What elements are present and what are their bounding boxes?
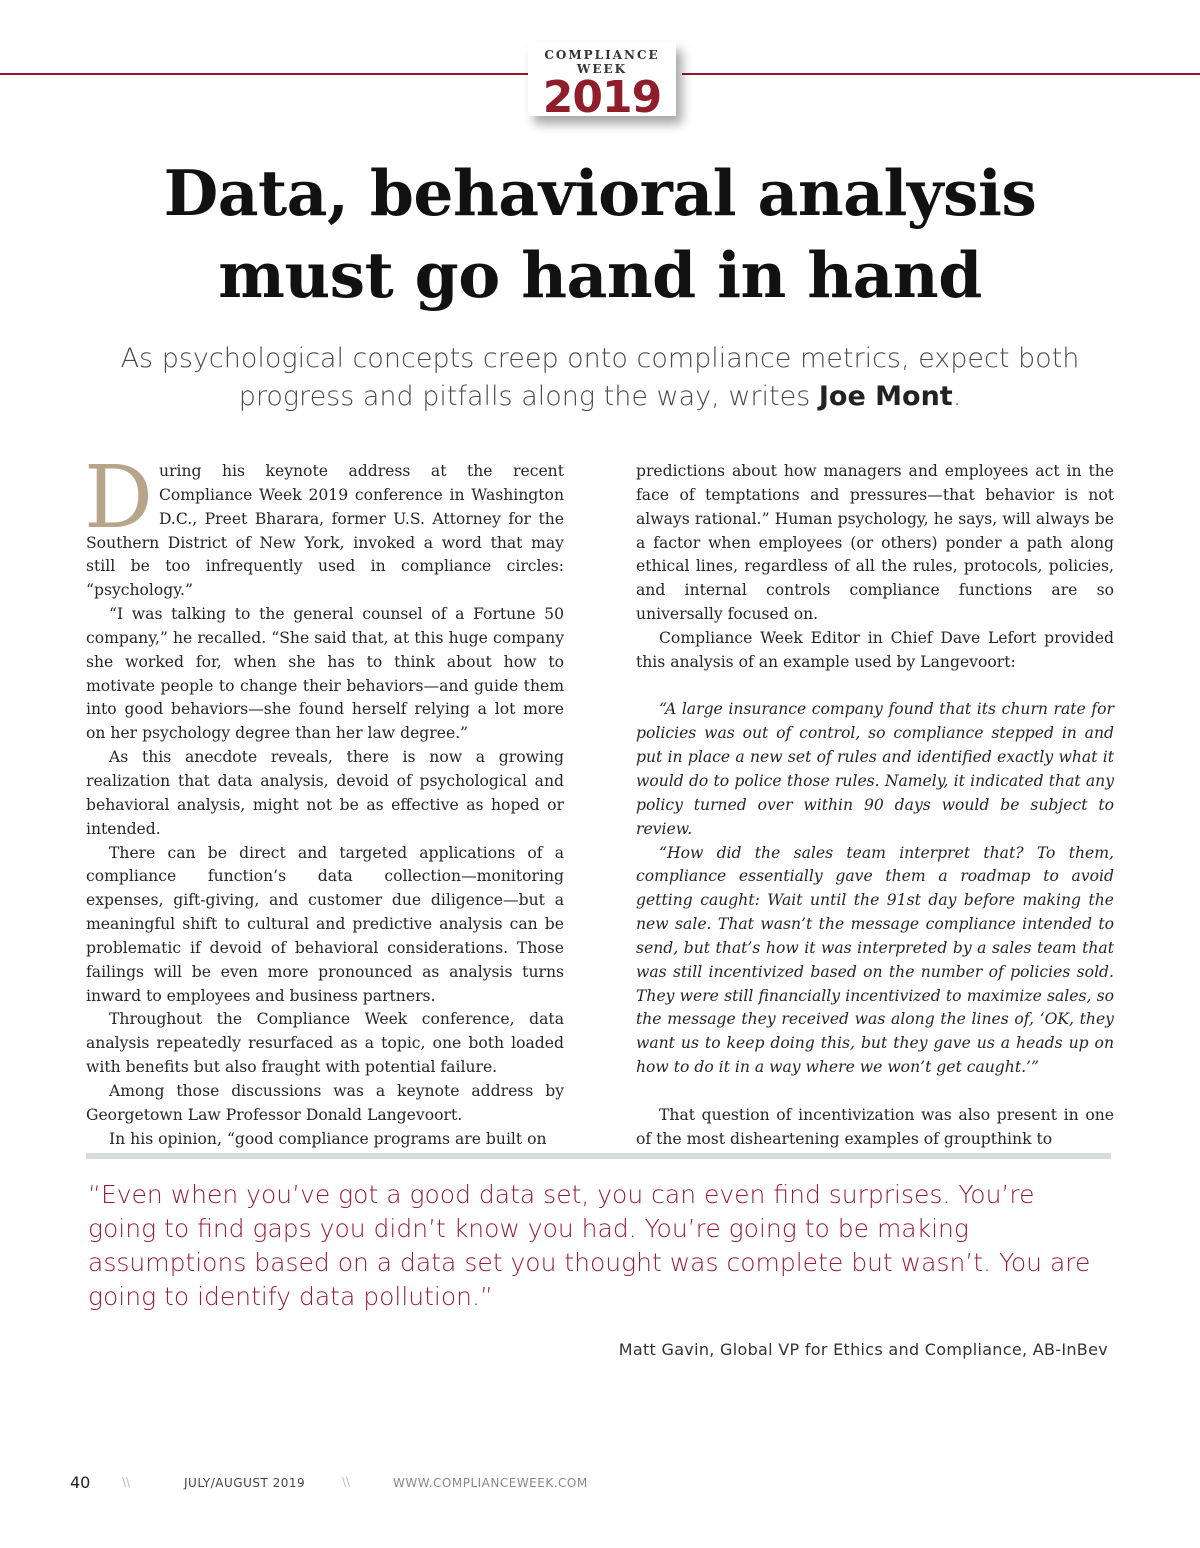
paragraph: Throughout the Compliance Week conference, data analysis repeatedly resurfaced as a topic, one both loaded with benefits but also fraught with potential failure. (86, 1010, 564, 1077)
paragraph-text: uring his keynote address at the recent Compliance Week 2019 conference in Washington D.C., Preet Bharara, former U.S. Attorney for the Southern District of New York, invoked a word that may still be too infrequently used in compliance circles: “psychology.” (86, 462, 564, 600)
drop-cap: D (84, 448, 153, 548)
issue-date: JULY/AUGUST 2019 (184, 1476, 306, 1490)
author-name: Joe Mont (818, 381, 953, 412)
pull-quote-attribution: Matt Gavin, Global VP for Ethics and Compliance, AB-InBev (618, 1340, 1108, 1359)
paragraph: “I was talking to the general counsel of a Fortune 50 company,” he recalled. “She said that, at this huge company she worked for, when she has to think about how to motivate people to change their behaviors—and guide them into good behaviors—she found herself relying a lot more on her psychology degree than her law degree.” (86, 605, 564, 743)
quoted-paragraph: “How did the sales team interpret that? To them, compliance essentially gave them a roadmap to avoid getting caught: Wait until the 91st day before making the new sale. That wasn’t the message compliance intended to send, but that’s how it was interpreted by a sales team that was still incentivized based on the number of policies sold. They were still financially incentivized to maximize sales, so the message they received was along the lines of, ‘OK, they want us to keep doing this, but they gave us a heads up on how to do it in a way where we won’t get caught.’” (636, 843, 1114, 1077)
header-rule-right (682, 73, 1200, 75)
footer-separator: \\ (122, 1475, 131, 1489)
body-column-right (636, 460, 1114, 1151)
pull-quote: “Even when you’ve got a good data set, you can even find surprises. You’re going to find gaps you didn’t know you had. You’re going to be making assumptions based on a data set you thought was complete but wasn’t. You are going to identify data pollution.” (88, 1180, 1091, 1311)
header-rule-left (0, 73, 530, 75)
website-link[interactable]: WWW.COMPLIANCEWEEK.COM (393, 1476, 588, 1490)
title-line-2: must go hand in hand (218, 238, 982, 312)
paragraph: That question of incentivization was also present in one of the most disheartening examples of groupthink to (636, 1105, 1114, 1148)
article-title (100, 152, 1100, 316)
paragraph: Compliance Week Editor in Chief Dave Lefort provided this analysis of an example used by Langevoort: (636, 628, 1114, 671)
paragraph: As this anecdote reveals, there is now a growing realization that data analysis, devoid of psychological and behavioral analysis, might not be as effective as hoped or intended. (86, 748, 564, 838)
badge-year: 2019 (542, 72, 662, 123)
deck-end: . (952, 381, 962, 412)
paragraph: Among those discussions was a keynote address by Georgetown Law Professor Donald Langevoort. (86, 1081, 564, 1124)
quoted-paragraph: “A large insurance company found that its churn rate for policies was out of control, so compliance stepped in and put in place a new set of rules and identified exactly what it would do to police those rules. Namely, it indicated that any policy turned over within 90 days would be subject to review. (636, 700, 1114, 838)
conference-badge (528, 42, 676, 123)
badge-label: COMPLIANCE WEEK (544, 48, 660, 76)
paragraph: In his opinion, “good compliance programs are built on (109, 1129, 547, 1148)
paragraph: There can be direct and targeted applications of a compliance function’s data collection—monitoring expenses, gift-giving, and customer due diligence—but a meaningful shift to cultural and predictive analysis can be problematic if devoid of behavioral considerations. Those failings will be even more pronounced as analysis turns inward to employees and business partners. (86, 843, 564, 1005)
title-line-1: Data, behavioral analysis (163, 156, 1037, 230)
deck-line-1: As psychological concepts creep onto compliance metrics, expect both (120, 343, 1080, 374)
pull-quote-rule (86, 1153, 1111, 1159)
paragraph (84, 448, 564, 603)
deck-line-2: progress and pitfalls along the way, writes (238, 381, 819, 412)
article-deck (80, 340, 1120, 416)
body-column-left (84, 448, 564, 1151)
paragraph: predictions about how managers and employees act in the face of temptations and pressures—that behavior is not always rational.” Human psychology, he says, will always be a factor when employees (or others) ponder a path along ethical lines, regardless of all the rules, protocols, policies, and internal controls compliance functions are so universally focused on. (636, 462, 1114, 624)
footer-separator: \\ (342, 1475, 351, 1489)
page-number: 40 (70, 1473, 91, 1492)
